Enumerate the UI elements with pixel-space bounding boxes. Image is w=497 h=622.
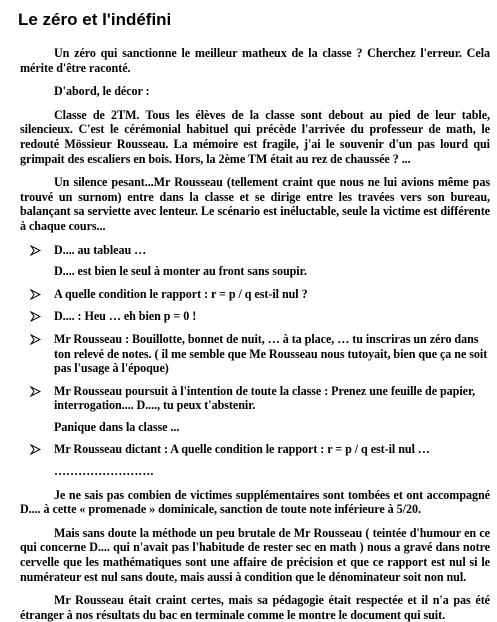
arrow-bullet-icon <box>30 289 41 300</box>
panic-text: Panique dans la classe ... <box>54 419 180 434</box>
dialogue-list <box>20 243 490 479</box>
list-item-text: D.... au tableau … <box>54 242 147 257</box>
arrow-bullet-icon <box>30 444 41 455</box>
list-item-continuation <box>20 264 490 279</box>
arrow-bullet-icon <box>30 386 41 397</box>
victims-paragraph: Je ne sais pas combien de victimes supplémentaires sont tombées et ont accompagné D.... à cette « promenade » dominicale, sanction de toute note inférieure à 5/20. <box>20 487 490 517</box>
intro-paragraph: Un zéro qui sanctionne le meilleur matheux de la classe ? Cherchez l'erreur. Cela mérite d'être raconté. <box>20 46 490 75</box>
list-item-text: Mr Rousseau : Bouillotte, bonnet de nuit, … à ta place, … tu inscriras un zéro dans ton relevé de notes. ( il me semble que Me Rousseau nous tutoyait, bien que ça ne soit pas l'usage à l'époque) <box>54 331 488 376</box>
list-item-text: D.... : Heu … eh bien p = 0 ! <box>54 309 197 324</box>
arrow-bullet-icon <box>30 245 41 256</box>
silence-paragraph: Un silence pesant...Mr Rousseau (tellement craint que nous ne lui avions même pas trouvé un surnom) entre dans la classe et se dirige entre les travées vers son bureau, balançant sa serviette avec lenteur. Le scénario est inéluctable, seule la victime est différente à chaque cours... <box>20 175 490 233</box>
list-item-text: Mr Rousseau dictant : A quelle condition le rapport : r = p / q est-il nul … <box>54 442 430 457</box>
list-item-text: D.... est bien le seul à monter au front sans soupir. <box>54 264 307 279</box>
list-item <box>20 442 490 457</box>
document-body <box>20 46 490 622</box>
final-paragraph: Mr Rousseau était craint certes, mais sa pédagogie était respectée et il n'a pas été étranger à nos résultats du bac en terminale comme le montre le document qui suit. <box>20 593 490 622</box>
list-item <box>20 309 490 324</box>
page-title: Le zéro et l'indéfini <box>18 10 172 29</box>
list-item-continuation <box>20 464 490 479</box>
list-item-continuation <box>20 420 490 435</box>
list-item <box>20 384 490 413</box>
classroom-paragraph: Classe de 2TM. Tous les élèves de la classe sont debout au pied de leur table, silencieux. C'est le cérémonial habituel qui précède l'arrivée du professeur de math, le redouté Mössieur Rousseau. La mémoire est fragile, j'ai le souvenir d'un pas lourd qui grimpait des escaliers en bois. Hors, la 2ème TM était au rez de chaussée ? ... <box>20 107 490 166</box>
arrow-bullet-icon <box>30 311 41 322</box>
method-paragraph: Mais sans doute la méthode un peu brutale de Mr Rousseau ( teintée d'humour en ce qui concerne D.... qui n'avait pas l'habitude de rester sec en math ) nous a gravé dans notre cervelle que les mathématiques sont une affaire de précision et que ce rapport est nul si le numérateur est nul sans doute, mais aussi à condition que le dénominateur soit non nul. <box>20 525 490 584</box>
list-item-text: A quelle condition le rapport : r = p / q est-il nul ? <box>54 286 308 301</box>
list-item <box>20 332 490 376</box>
dots-line: ……………………. <box>54 464 154 479</box>
decor-heading: D'abord, le décor : <box>54 84 150 99</box>
list-item-text: Mr Rousseau poursuit à l'intention de toute la classe : Prenez une feuille de papier, interrogation.... D...., tu peux t'abstenir. <box>54 383 476 413</box>
list-item <box>20 287 490 302</box>
list-item <box>20 243 490 258</box>
arrow-bullet-icon <box>30 334 41 345</box>
